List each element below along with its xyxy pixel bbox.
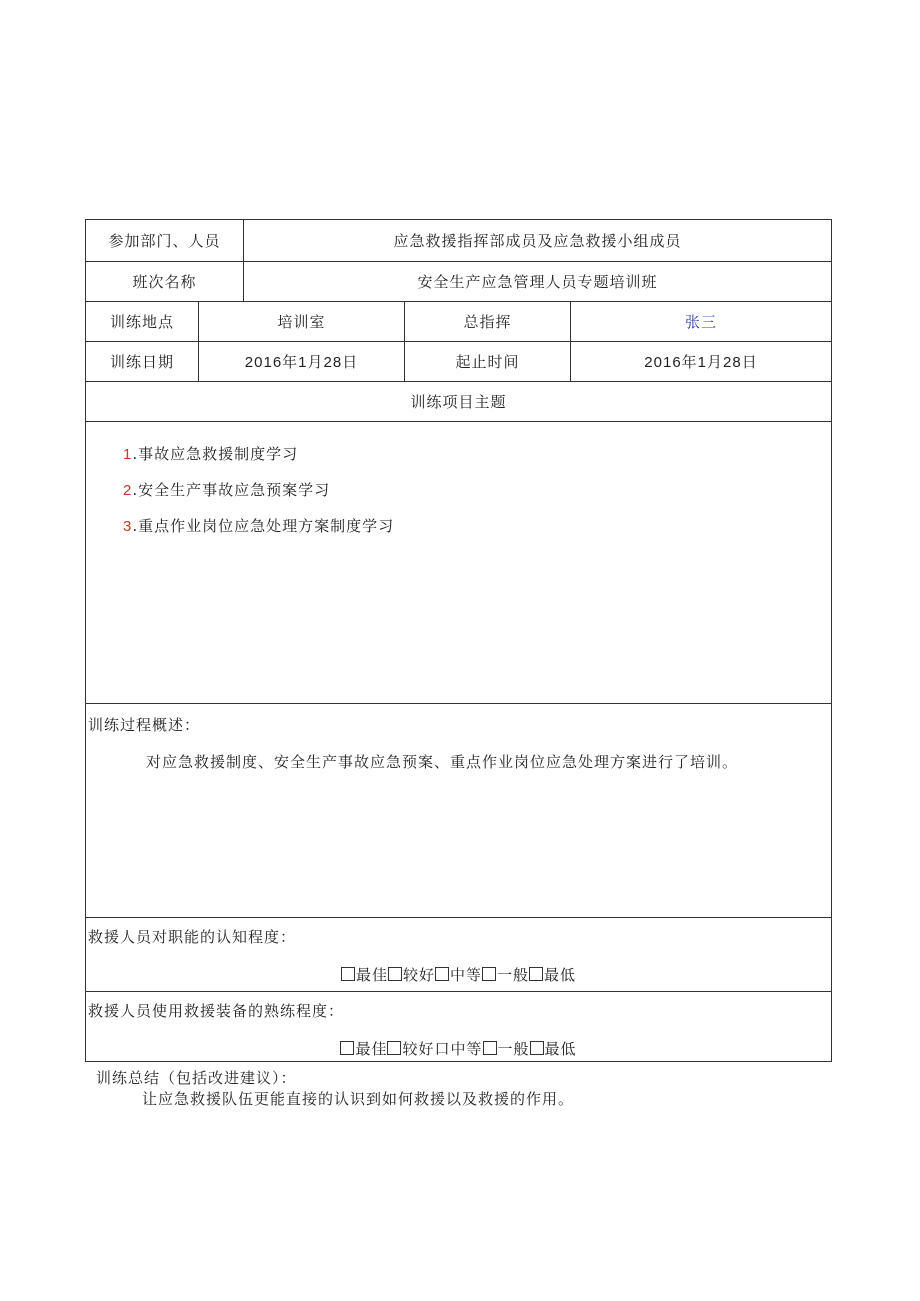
option-label: 较好 — [402, 1040, 435, 1058]
participants-label: 参加部门、人员 — [108, 232, 221, 250]
proficiency-label: 救援人员使用救援装备的熟练程度： — [88, 1002, 345, 1020]
checkbox[interactable] — [529, 967, 543, 981]
training-date-value: 2016年1月28日 — [244, 353, 359, 371]
proficiency-rating — [86, 1038, 831, 1059]
topic-number: 1 — [123, 446, 133, 463]
checkbox[interactable] — [341, 967, 355, 981]
summary-text: 让应急救援队伍更能直接的认识到如何救援以及救援的作用。 — [142, 1090, 575, 1108]
topic-text: .事故应急救援制度学习 — [132, 445, 299, 463]
topics-header: 训练项目主题 — [410, 392, 507, 411]
topic-text: .重点作业岗位应急处理方案制度学习 — [132, 517, 395, 535]
checkbox[interactable] — [482, 967, 496, 981]
checkbox[interactable] — [435, 967, 449, 981]
checkbox[interactable] — [483, 1041, 497, 1055]
row-divider — [86, 703, 831, 704]
option-label: 一般 — [497, 966, 530, 984]
class-name-value: 安全生产应急管理人员专题培训班 — [417, 272, 658, 291]
checkbox[interactable] — [387, 1041, 401, 1055]
time-range-value: 2016年1月28日 — [644, 353, 758, 371]
checkbox-glyph[interactable]: 口 — [434, 1040, 451, 1058]
commander-label: 总指挥 — [463, 312, 512, 331]
row-divider — [86, 421, 831, 422]
participants-value: 应急救援指挥部成员及应急救援小组成员 — [393, 232, 682, 250]
cognition-label: 救援人员对职能的认知程度： — [88, 928, 297, 946]
option-label: 中等 — [449, 966, 482, 984]
topic-item — [123, 515, 394, 536]
option-label: 最佳 — [355, 966, 388, 984]
topic-number: 2 — [123, 482, 133, 499]
process-label: 训练过程概述： — [88, 716, 201, 734]
training-date-label: 训练日期 — [109, 352, 174, 371]
cognition-rating — [86, 964, 831, 985]
commander-value: 张三 — [684, 312, 717, 331]
checkbox[interactable] — [340, 1041, 354, 1055]
location-label: 训练地点 — [109, 312, 174, 331]
option-label: 最低 — [544, 966, 577, 984]
option-label: 中等 — [450, 1040, 483, 1058]
topic-number: 3 — [123, 518, 133, 535]
training-record-table — [85, 219, 832, 1062]
row-divider — [86, 917, 831, 918]
option-label: 较好 — [402, 966, 435, 984]
topic-item — [123, 443, 298, 464]
option-label: 最佳 — [355, 1040, 388, 1058]
checkbox[interactable] — [530, 1041, 544, 1055]
location-value: 培训室 — [277, 312, 326, 331]
topic-item — [123, 479, 330, 500]
process-text: 对应急救援制度、安全生产事故应急预案、重点作业岗位应急处理方案进行了培训。 — [146, 753, 739, 771]
topic-text: .安全生产事故应急预案学习 — [132, 481, 331, 499]
time-range-label: 起止时间 — [455, 352, 520, 371]
option-label: 最低 — [544, 1040, 577, 1058]
class-name-label: 班次名称 — [132, 272, 197, 291]
option-label: 一般 — [497, 1040, 530, 1058]
summary-label: 训练总结（包括改进建议）： — [96, 1069, 297, 1087]
checkbox[interactable] — [388, 967, 402, 981]
row-divider — [86, 991, 831, 992]
